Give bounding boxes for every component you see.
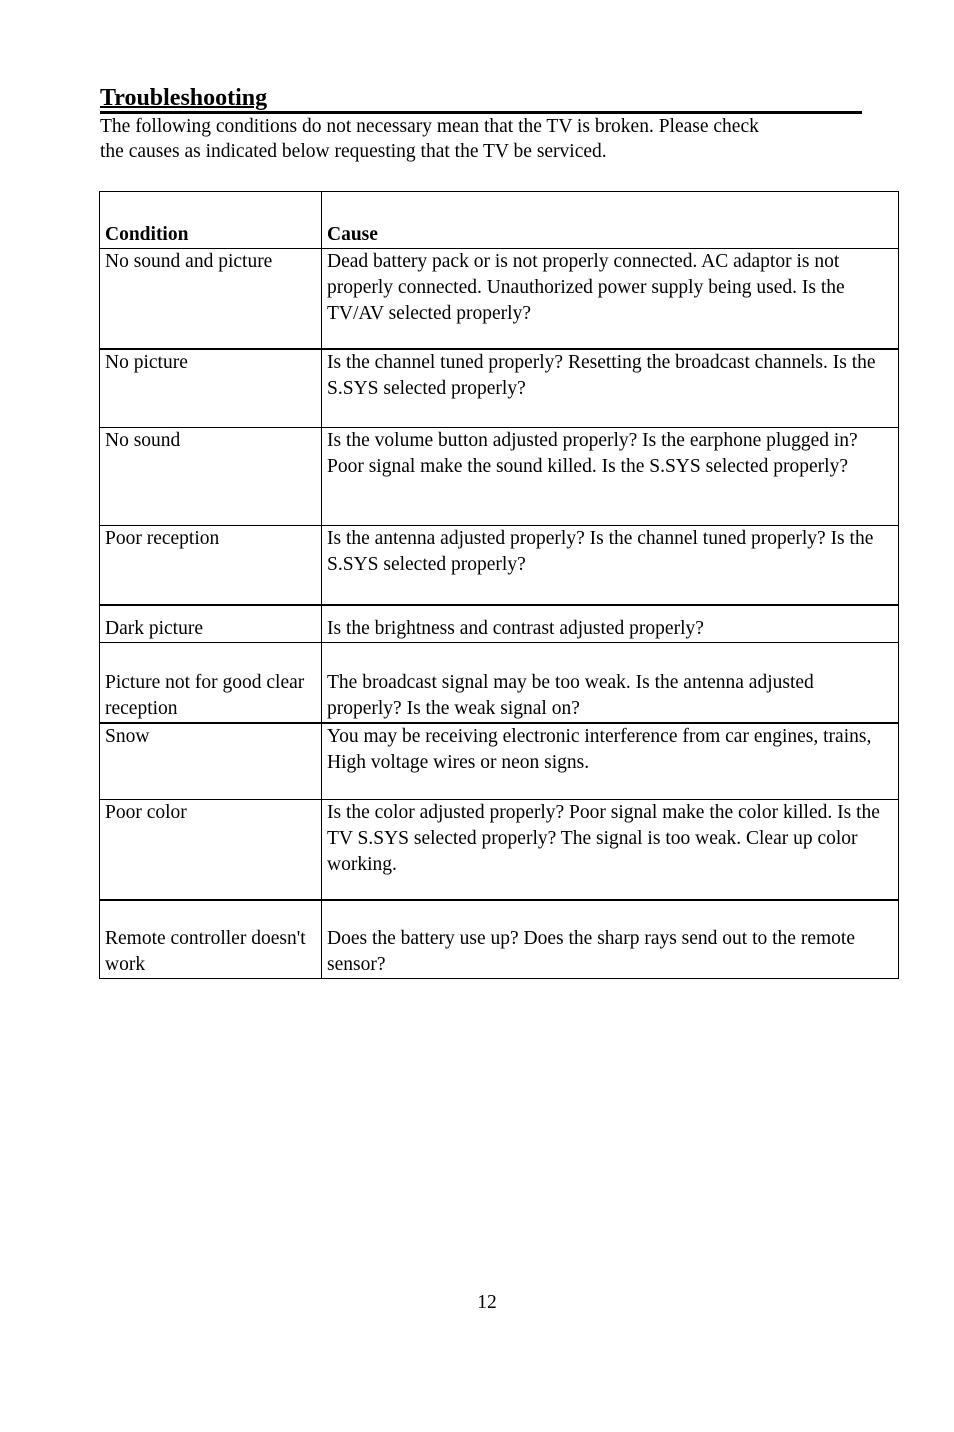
condition-cell: Dark picture (100, 605, 322, 643)
condition-cell: Picture not for good clear reception (100, 643, 322, 723)
cause-cell: Is the color adjusted properly? Poor signal make the color killed. Is the TV S.SYS selected properly? The signal is too weak. Clear up color working. (322, 800, 899, 900)
cause-cell: You may be receiving electronic interference from car engines, trains, High voltage wires or neon signs. (322, 723, 899, 800)
table-row (100, 249, 899, 349)
table-row (100, 723, 899, 800)
cause-cell: Is the volume button adjusted properly? Is the earphone plugged in? Poor signal make the sound killed. Is the S.SYS selected properly? (322, 428, 899, 526)
table-row (100, 428, 899, 526)
cause-cell: Is the antenna adjusted properly? Is the channel tuned properly? Is the S.SYS selected properly? (322, 526, 899, 605)
intro-paragraph (100, 114, 860, 164)
troubleshooting-table (99, 191, 899, 979)
intro-line-2: the causes as indicated below requesting that the TV be serviced. (100, 141, 607, 162)
cause-cell: Is the brightness and contrast adjusted properly? (322, 605, 899, 643)
table-row (100, 349, 899, 428)
condition-cell: No sound (100, 428, 322, 526)
cause-cell: Does the battery use up? Does the sharp rays send out to the remote sensor? (322, 900, 899, 979)
table-row (100, 900, 899, 979)
page-title-text: Troubleshooting (100, 85, 268, 111)
header-condition: Condition (100, 192, 322, 249)
condition-cell: Snow (100, 723, 322, 800)
page-title (100, 84, 862, 114)
cause-cell: Is the channel tuned properly? Resetting the broadcast channels. Is the S.SYS selected properly? (322, 349, 899, 428)
header-cause: Cause (322, 192, 899, 249)
table-header-row (100, 192, 899, 249)
cause-cell: The broadcast signal may be too weak. Is the antenna adjusted properly? Is the weak signal on? (322, 643, 899, 723)
table-row (100, 643, 899, 723)
table-row (100, 605, 899, 643)
condition-cell: No sound and picture (100, 249, 322, 349)
page-number: 12 (477, 1292, 497, 1313)
cause-cell: Dead battery pack or is not properly connected. AC adaptor is not properly connected. Unauthorized power supply being used. Is the TV/AV selected properly? (322, 249, 899, 349)
condition-cell: Remote controller doesn't work (100, 900, 322, 979)
condition-cell: Poor color (100, 800, 322, 900)
condition-cell: No picture (100, 349, 322, 428)
table-row (100, 526, 899, 605)
condition-cell: Poor reception (100, 526, 322, 605)
table-row (100, 800, 899, 900)
intro-line-1: The following conditions do not necessary mean that the TV is broken. Please check (100, 116, 759, 137)
